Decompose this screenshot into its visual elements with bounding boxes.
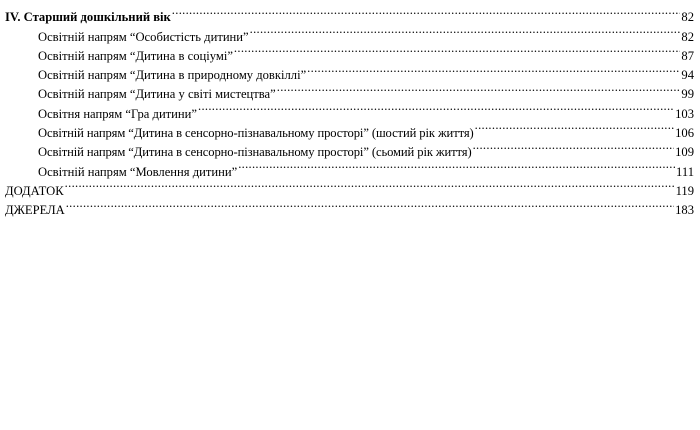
toc-row-appendix <box>5 176 694 198</box>
toc-page-number: 183 <box>675 203 694 218</box>
toc-page-number: 94 <box>681 68 694 83</box>
toc-dot-leader <box>198 98 674 117</box>
toc-entry-title: ДЖЕРЕЛА <box>5 203 65 218</box>
toc-entry-title: Освітній напрям “Дитина у світі мистецтва” <box>38 87 276 102</box>
toc-row-sources <box>5 195 694 218</box>
toc-page-number: 103 <box>675 106 694 121</box>
toc-dot-leader <box>172 2 681 21</box>
toc-row-section-heading <box>5 2 694 25</box>
toc-dot-leader <box>475 118 674 137</box>
toc-entry-title: Освітній напрям “Дитина в сенсорно-пізнавальному просторі” (сьомий рік життя) <box>38 145 472 160</box>
table-of-contents <box>5 2 694 218</box>
toc-dot-leader <box>307 60 680 79</box>
toc-page-number: 99 <box>681 87 694 102</box>
toc-page-number: 82 <box>681 10 694 25</box>
toc-page-number: 119 <box>675 183 694 198</box>
toc-dot-leader <box>238 156 675 175</box>
toc-entry-title: Освітній напрям “Дитина в сенсорно-пізнавальному просторі” (шостий рік життя) <box>38 126 474 141</box>
toc-dot-leader <box>65 176 675 195</box>
toc-entry-title: Освітній напрям “Особистість дитини” <box>38 29 249 44</box>
toc-entry-title: IV. Старший дошкільний вік <box>5 10 171 25</box>
toc-dot-leader <box>250 21 681 40</box>
toc-page-number: 111 <box>676 164 694 179</box>
toc-page-number: 109 <box>675 145 694 160</box>
toc-dot-leader <box>473 137 675 156</box>
toc-page-number: 106 <box>675 126 694 141</box>
toc-dot-leader <box>234 41 680 60</box>
toc-entry-title: Освітній напрям “Дитина в природному довкіллі” <box>38 68 307 83</box>
toc-dot-leader <box>66 195 674 214</box>
toc-page-number: 82 <box>681 29 694 44</box>
toc-entry-title: Освітня напрям “Гра дитини” <box>38 106 197 121</box>
toc-page-number: 87 <box>681 48 694 63</box>
toc-entry-title: Освітній напрям “Мовлення дитини” <box>38 164 238 179</box>
toc-dot-leader <box>277 79 681 98</box>
toc-entry-title: Освітній напрям “Дитина в соціумі” <box>38 48 233 63</box>
toc-entry-title: ДОДАТОК <box>5 183 64 198</box>
